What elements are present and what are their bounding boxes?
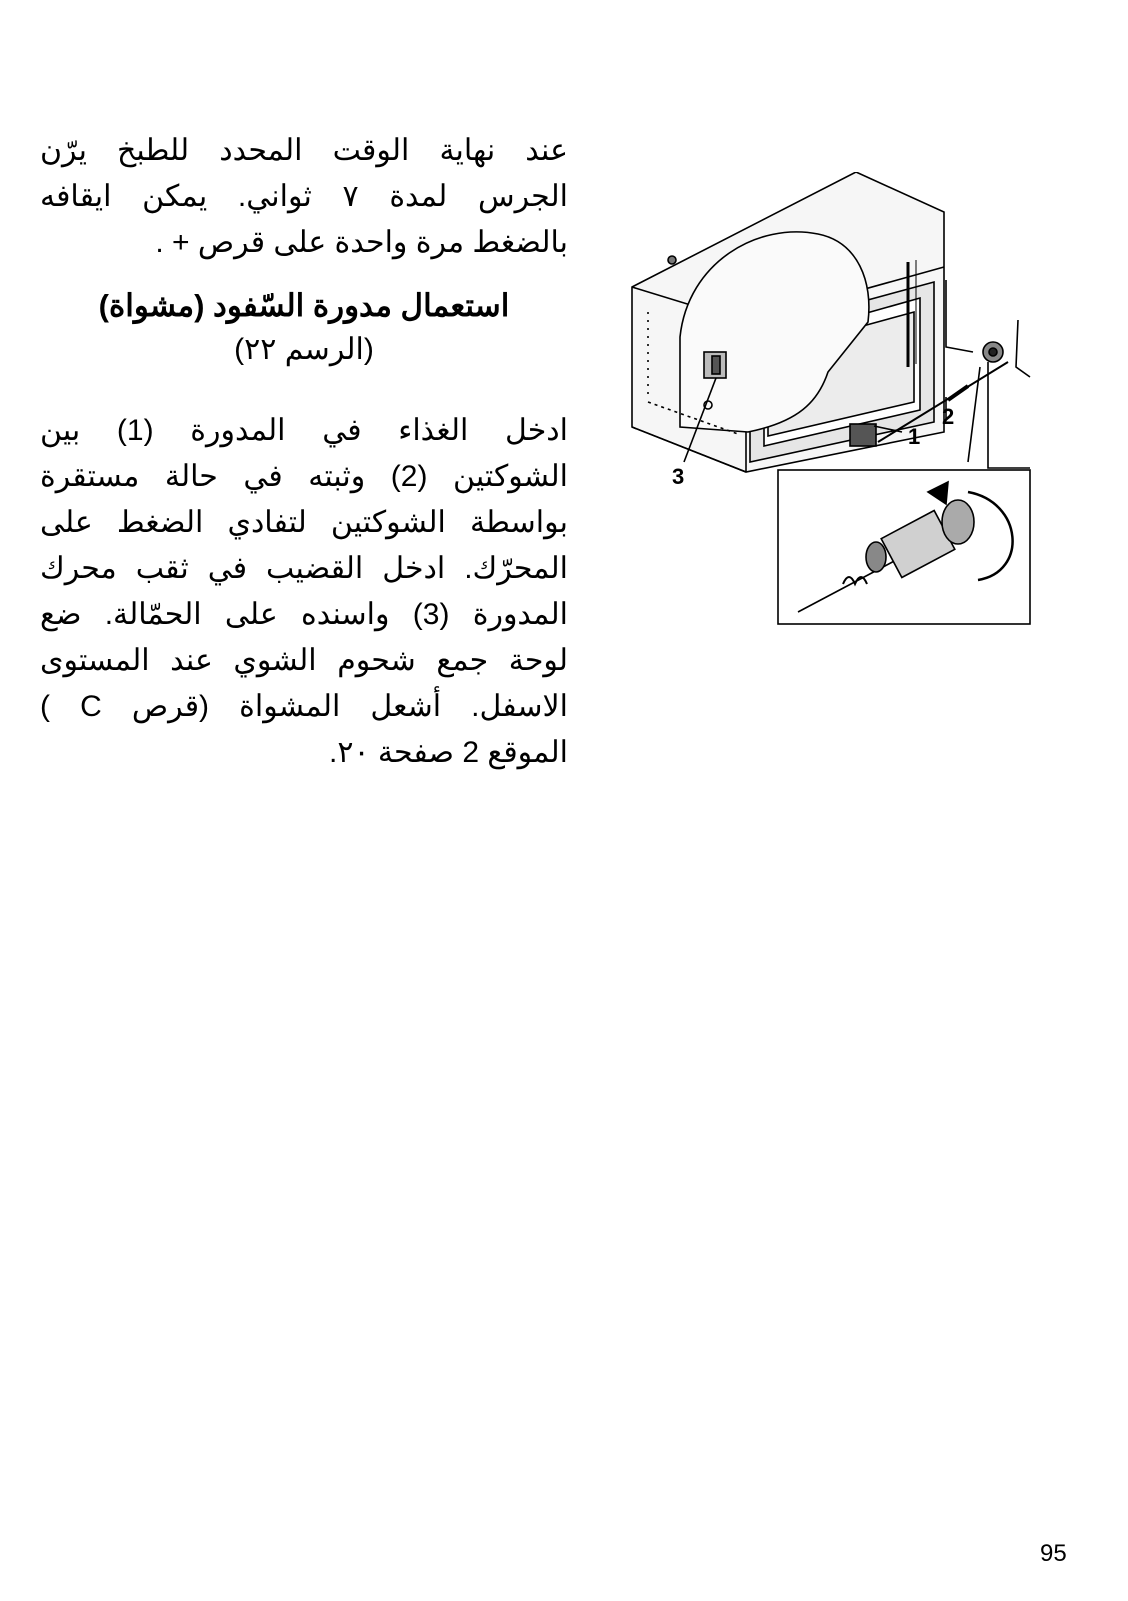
instruction-line: بواسطة الشوكتين لتفادي الضغط على [40,506,568,539]
instruction-line: الاسفل. أشعل المشواة (قرص C ) [40,690,568,723]
instruction-line: لوحة جمع شحوم الشوي عند المستوى [40,644,568,677]
instruction-line: الشوكتين (2) وثبته في حالة مستقرة [40,460,568,493]
instructions-paragraph [40,408,568,776]
intro-line: عند نهاية الوقت المحدد للطبخ يرّن [40,134,568,167]
intro-line: بالضغط مرة واحدة على قرص + . [155,226,568,259]
callout-3: 3 [672,464,685,489]
figure-reference: (الرسم ٢٢) [234,333,374,366]
leader-line [988,362,1030,468]
page-number: 95 [1040,1540,1067,1567]
instruction-line: ادخل الغذاء في المدورة (1) بين [40,414,568,447]
instruction-line: المحرّك. ادخل القضيب في ثقب محرك [40,552,568,585]
instruction-line: المدورة (3) واسنده على الحمّالة. ضع [40,598,569,631]
intro-line: الجرس لمدة ٧ ثواني. يمكن ايقافه [40,180,568,213]
callout-2: 2 [942,404,955,429]
oven-rotisserie-illustration [628,172,1058,642]
callout-1: 1 [908,424,921,449]
section-title: استعمال مدورة السّفود (مشواة) [98,288,510,323]
bracket-line [946,280,973,352]
oven-body [632,172,944,472]
bracket-line [1016,320,1030,377]
instruction-line: الموقع 2 صفحة ٢٠. [328,736,568,769]
leader-line [968,367,980,462]
intro-paragraph [40,128,568,266]
text-column [40,128,568,776]
